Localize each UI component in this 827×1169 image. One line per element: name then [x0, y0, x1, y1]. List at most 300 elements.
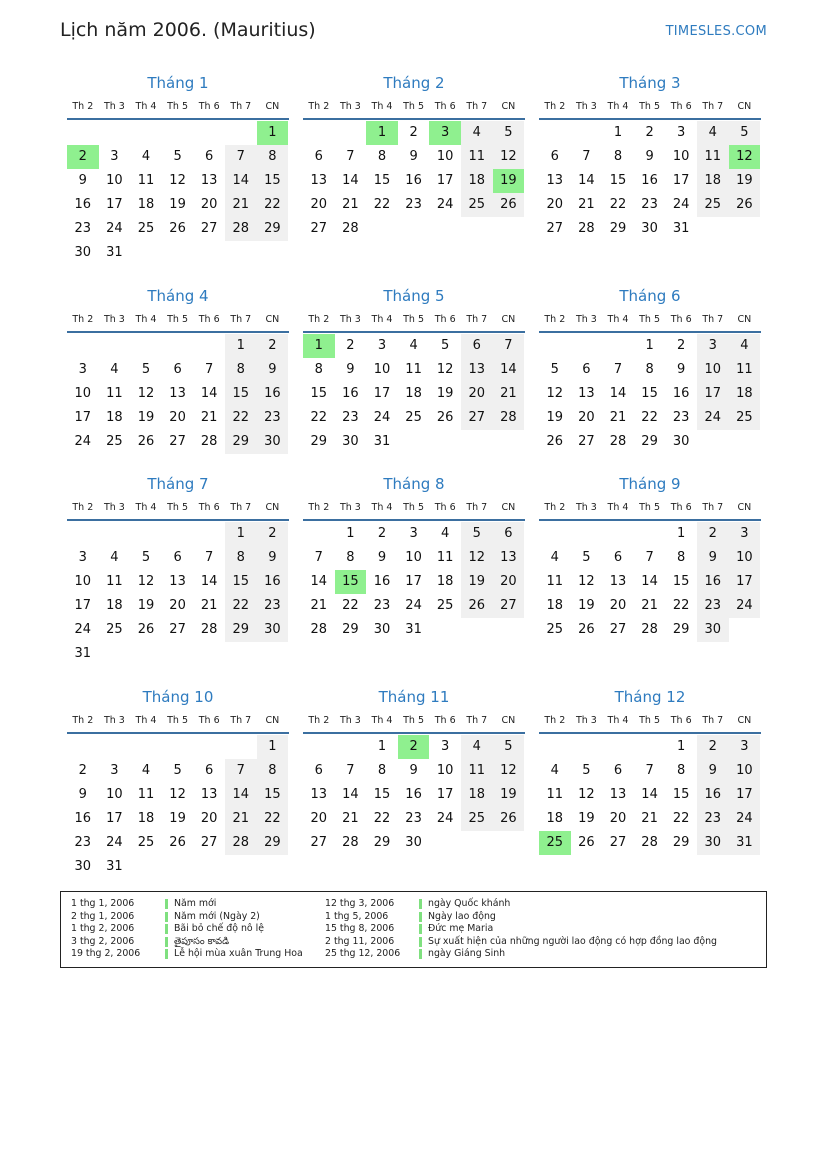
day-cell: 10: [436, 149, 454, 164]
month-block: [539, 286, 761, 454]
legend-holiday-name: Lễ hội mùa xuân Trung Hoa: [174, 948, 303, 959]
legend-date: 12 thg 3, 2006: [325, 898, 395, 909]
weekday-label: Th 7: [466, 502, 488, 513]
day-cell: 11: [729, 358, 761, 382]
weekday-header: [67, 309, 289, 333]
day-cell: 9: [257, 358, 289, 382]
weekday-label: Th 3: [103, 101, 125, 112]
weekday-label: Th 5: [403, 715, 425, 726]
day-cell: 18: [137, 197, 155, 212]
day-cell: 25: [106, 622, 123, 637]
weekday-label: Th 4: [371, 715, 393, 726]
day-cell: 7: [225, 759, 257, 783]
day-cell: 11: [137, 787, 155, 802]
legend-date: 25 thg 12, 2006: [325, 948, 401, 959]
day-cell: 22: [225, 594, 257, 618]
weekday-label: Th 7: [702, 715, 724, 726]
day-cell: 6: [550, 149, 559, 164]
day-cell: 28: [310, 622, 328, 637]
day-cell: 21: [342, 811, 359, 826]
day-cell: 28: [578, 221, 595, 236]
day-cell: 26: [137, 622, 155, 637]
weekday-header: [539, 497, 761, 521]
weekday-header: [303, 497, 525, 521]
empty-cell: [602, 334, 634, 358]
month-block: [303, 474, 525, 642]
day-grid: [539, 334, 761, 454]
weekday-label: Th 6: [434, 715, 456, 726]
day-cell: 15: [672, 574, 690, 589]
weekday-header: [303, 309, 525, 333]
legend-holiday-name: Năm mới (Ngày 2): [174, 910, 260, 922]
day-cell: 6: [314, 149, 323, 164]
day-cell: 30: [373, 622, 391, 637]
legend-date: 1 thg 2, 2006: [71, 923, 135, 934]
day-cell: 17: [436, 787, 454, 802]
weekday-label: Th 2: [72, 314, 94, 325]
day-cell: 3: [729, 522, 761, 546]
legend-row: [325, 948, 717, 961]
empty-cell: [67, 121, 99, 145]
day-cell: 21: [342, 197, 359, 212]
day-cell: 18: [461, 783, 493, 807]
day-cell: 16: [257, 382, 289, 406]
weekday-label: Th 6: [198, 715, 220, 726]
weekday-label: Th 3: [339, 314, 361, 325]
day-cell: 22: [373, 811, 391, 826]
day-cell: 15: [257, 783, 289, 807]
day-cell: 30: [641, 221, 658, 236]
day-cell: 17: [672, 173, 690, 188]
day-cell: 19: [137, 410, 155, 425]
day-cell: 21: [200, 410, 218, 425]
day-cell: 4: [110, 362, 119, 377]
day-cell: 12: [493, 145, 525, 169]
day-cell: 24: [74, 622, 92, 637]
day-cell: 19: [436, 386, 454, 401]
month-block: [539, 73, 761, 241]
weekday-label: Th 7: [230, 502, 252, 513]
day-cell: 15: [310, 386, 328, 401]
holiday-marker: [419, 899, 422, 909]
empty-cell: [130, 334, 162, 358]
day-cell: 27: [578, 434, 595, 449]
day-cell: 20: [169, 598, 186, 613]
day-cell: 3: [78, 550, 87, 565]
day-cell: 27: [609, 835, 627, 850]
day-cell: 5: [173, 149, 182, 164]
day-cell: 17: [106, 811, 123, 826]
month-title: Tháng 2: [383, 74, 445, 92]
legend-holiday-name: Sự xuất hiện của những người lao động có hợp đồng lao động: [428, 935, 717, 947]
day-cell: 8: [346, 550, 355, 565]
legend-date: 2 thg 1, 2006: [71, 910, 135, 922]
holiday-day-cell: 3: [429, 121, 461, 145]
day-cell: 15: [373, 787, 391, 802]
day-cell: 23: [697, 594, 729, 618]
legend-row: [71, 911, 303, 924]
weekday-label: Th 5: [167, 314, 189, 325]
weekday-header: [539, 309, 761, 333]
empty-cell: [67, 522, 99, 546]
day-cell: 5: [493, 735, 525, 759]
day-cell: 8: [377, 763, 387, 778]
day-cell: 27: [310, 835, 328, 850]
month-block: [303, 286, 525, 454]
weekday-label: CN: [265, 314, 280, 325]
day-cell: 21: [641, 598, 658, 613]
day-cell: 25: [461, 193, 493, 217]
legend-row: [71, 948, 303, 961]
weekday-label: Th 2: [308, 101, 330, 112]
day-cell: 27: [310, 221, 328, 236]
day-cell: 8: [257, 145, 289, 169]
holiday-day-cell: 19: [493, 169, 525, 193]
weekday-label: Th 6: [670, 502, 692, 513]
day-cell: 11: [546, 787, 564, 802]
legend-row: [325, 911, 717, 924]
day-cell: 8: [314, 362, 323, 377]
legend-holiday-name: Năm mới: [174, 898, 217, 909]
day-cell: 3: [441, 739, 450, 754]
day-cell: 18: [106, 410, 123, 425]
brand-link[interactable]: TIMESLES.COM: [665, 24, 767, 39]
weekday-label: Th 4: [135, 314, 157, 325]
day-cell: 20: [493, 570, 525, 594]
day-cell: 11: [697, 145, 729, 169]
day-cell: 31: [373, 434, 391, 449]
weekday-label: CN: [737, 101, 752, 112]
weekday-label: Th 4: [371, 101, 393, 112]
weekday-label: CN: [737, 715, 752, 726]
day-cell: 11: [106, 574, 123, 589]
day-cell: 17: [436, 173, 454, 188]
day-cell: 9: [377, 550, 387, 565]
day-cell: 5: [493, 121, 525, 145]
day-cell: 28: [342, 221, 359, 236]
empty-cell: [571, 735, 603, 759]
day-cell: 10: [74, 386, 92, 401]
day-cell: 10: [729, 759, 761, 783]
empty-cell: [571, 522, 603, 546]
day-cell: 2: [257, 334, 289, 358]
day-cell: 14: [641, 574, 658, 589]
day-cell: 22: [641, 410, 658, 425]
day-cell: 24: [697, 406, 729, 430]
day-cell: 26: [493, 193, 525, 217]
day-cell: 3: [110, 149, 119, 164]
legend-row: [325, 936, 717, 949]
weekday-label: Th 6: [198, 101, 220, 112]
holiday-day-cell: 2: [67, 145, 99, 169]
day-cell: 13: [200, 787, 218, 802]
day-cell: 5: [441, 338, 450, 353]
day-cell: 22: [672, 598, 690, 613]
day-cell: 6: [613, 550, 623, 565]
month-block: [303, 687, 525, 855]
day-cell: 27: [169, 434, 186, 449]
day-cell: 27: [200, 835, 218, 850]
day-cell: 26: [169, 835, 186, 850]
day-cell: 9: [257, 546, 289, 570]
day-cell: 31: [672, 221, 690, 236]
legend-date: 2 thg 11, 2006: [325, 935, 395, 947]
day-cell: 11: [405, 362, 422, 377]
empty-cell: [162, 735, 194, 759]
month-title: Tháng 11: [378, 688, 450, 706]
weekday-label: Th 2: [308, 502, 330, 513]
weekday-label: Th 2: [72, 715, 94, 726]
day-cell: 15: [373, 173, 391, 188]
page-title: Lịch năm 2006. (Mauritius): [60, 19, 316, 41]
day-cell: 24: [405, 598, 422, 613]
weekday-label: Th 7: [702, 314, 724, 325]
day-cell: 3: [697, 334, 729, 358]
day-cell: 2: [645, 125, 654, 140]
day-cell: 5: [141, 550, 151, 565]
day-cell: 10: [436, 763, 454, 778]
weekday-label: Th 6: [670, 101, 692, 112]
holiday-day-cell: 1: [257, 121, 289, 145]
day-grid: [67, 735, 289, 879]
day-grid: [67, 121, 289, 265]
day-cell: 20: [200, 811, 218, 826]
day-cell: 28: [200, 622, 218, 637]
day-cell: 25: [436, 598, 454, 613]
empty-cell: [634, 522, 666, 546]
day-cell: 7: [205, 362, 214, 377]
day-cell: 4: [550, 550, 559, 565]
empty-cell: [539, 121, 571, 145]
day-cell: 6: [205, 149, 214, 164]
day-cell: 12: [493, 759, 525, 783]
day-cell: 29: [342, 622, 359, 637]
day-cell: 4: [550, 763, 559, 778]
month-title: Tháng 10: [142, 688, 214, 706]
weekday-label: Th 4: [371, 314, 393, 325]
legend-date: 1 thg 1, 2006: [71, 898, 135, 909]
day-cell: 9: [78, 173, 87, 188]
weekday-label: Th 7: [230, 314, 252, 325]
day-cell: 8: [613, 149, 623, 164]
day-cell: 23: [641, 197, 658, 212]
day-cell: 4: [441, 526, 450, 541]
day-cell: 21: [310, 598, 328, 613]
holiday-marker: [419, 912, 422, 922]
day-cell: 30: [257, 618, 289, 642]
day-cell: 6: [613, 763, 623, 778]
empty-cell: [130, 121, 162, 145]
weekday-label: Th 5: [167, 502, 189, 513]
day-cell: 30: [672, 434, 690, 449]
weekday-label: Th 6: [198, 502, 220, 513]
holiday-day-cell: 2: [398, 735, 430, 759]
weekday-label: CN: [501, 502, 516, 513]
day-cell: 2: [78, 763, 87, 778]
day-cell: 19: [546, 410, 564, 425]
weekday-label: CN: [501, 101, 516, 112]
day-cell: 19: [137, 598, 155, 613]
day-cell: 14: [493, 358, 525, 382]
day-cell: 5: [550, 362, 559, 377]
day-cell: 22: [342, 598, 359, 613]
day-cell: 4: [729, 334, 761, 358]
day-cell: 28: [200, 434, 218, 449]
day-cell: 15: [257, 169, 289, 193]
empty-cell: [193, 121, 225, 145]
holiday-marker: [165, 924, 168, 934]
empty-cell: [602, 522, 634, 546]
day-cell: 28: [225, 831, 257, 855]
day-cell: 10: [729, 546, 761, 570]
day-cell: 13: [169, 386, 186, 401]
empty-cell: [99, 334, 131, 358]
day-cell: 19: [169, 197, 186, 212]
day-cell: 18: [546, 598, 564, 613]
day-cell: 19: [461, 570, 493, 594]
day-grid: [539, 522, 761, 642]
weekday-label: Th 2: [544, 715, 566, 726]
day-cell: 30: [74, 245, 92, 260]
day-cell: 13: [169, 574, 186, 589]
holiday-legend: [60, 891, 767, 968]
empty-cell: [335, 121, 367, 145]
day-cell: 23: [74, 221, 92, 236]
legend-holiday-name: తైపూసం కావడి: [174, 935, 230, 947]
legend-holiday-name: Đức mẹ Maria: [428, 923, 494, 934]
day-cell: 25: [106, 434, 123, 449]
weekday-label: Th 5: [403, 314, 425, 325]
day-cell: 22: [257, 193, 289, 217]
day-cell: 7: [582, 149, 591, 164]
day-cell: 15: [225, 382, 257, 406]
day-grid: [303, 522, 525, 642]
day-cell: 31: [405, 622, 422, 637]
day-cell: 24: [436, 811, 454, 826]
day-cell: 2: [409, 125, 418, 140]
day-cell: 7: [645, 550, 654, 565]
day-cell: 11: [137, 173, 155, 188]
month-title: Tháng 8: [383, 475, 445, 493]
day-cell: 24: [436, 197, 454, 212]
weekday-label: Th 7: [230, 715, 252, 726]
day-cell: 29: [609, 221, 627, 236]
day-cell: 24: [729, 594, 761, 618]
day-cell: 13: [578, 386, 595, 401]
day-cell: 29: [373, 835, 391, 850]
day-cell: 8: [225, 358, 257, 382]
day-cell: 16: [342, 386, 359, 401]
day-cell: 10: [74, 574, 92, 589]
weekday-label: CN: [265, 502, 280, 513]
day-cell: 1: [346, 526, 355, 541]
day-cell: 28: [225, 217, 257, 241]
day-cell: 10: [373, 362, 391, 377]
day-cell: 7: [645, 763, 654, 778]
empty-cell: [539, 334, 571, 358]
weekday-label: Th 2: [72, 101, 94, 112]
holiday-marker: [165, 912, 168, 922]
day-cell: 19: [578, 598, 595, 613]
weekday-label: Th 2: [72, 502, 94, 513]
empty-cell: [539, 522, 571, 546]
weekday-label: CN: [265, 101, 280, 112]
day-cell: 2: [257, 522, 289, 546]
weekday-label: Th 5: [167, 715, 189, 726]
day-cell: 4: [697, 121, 729, 145]
day-cell: 10: [697, 358, 729, 382]
holiday-day-cell: 25: [539, 831, 571, 855]
day-cell: 11: [436, 550, 454, 565]
day-cell: 26: [578, 622, 595, 637]
day-cell: 30: [405, 835, 422, 850]
day-cell: 29: [672, 835, 690, 850]
day-cell: 14: [609, 386, 627, 401]
day-cell: 6: [173, 550, 182, 565]
day-cell: 25: [697, 193, 729, 217]
weekday-label: Th 3: [339, 715, 361, 726]
day-cell: 7: [314, 550, 323, 565]
empty-cell: [539, 735, 571, 759]
weekday-label: Th 2: [544, 502, 566, 513]
day-cell: 18: [405, 386, 422, 401]
weekday-label: Th 3: [575, 101, 597, 112]
day-cell: 18: [137, 811, 155, 826]
weekday-header: [539, 96, 761, 120]
weekday-label: Th 3: [339, 101, 361, 112]
empty-cell: [571, 121, 603, 145]
day-cell: 30: [697, 831, 729, 855]
day-cell: 17: [697, 382, 729, 406]
holiday-marker: [419, 924, 422, 934]
day-cell: 13: [200, 173, 218, 188]
day-cell: 16: [641, 173, 658, 188]
day-cell: 16: [257, 570, 289, 594]
day-cell: 29: [257, 831, 289, 855]
day-cell: 18: [436, 574, 454, 589]
weekday-label: CN: [501, 715, 516, 726]
legend-row: [71, 923, 303, 936]
day-cell: 5: [582, 550, 591, 565]
day-cell: 25: [137, 221, 155, 236]
day-cell: 15: [225, 570, 257, 594]
legend-row: [325, 898, 717, 911]
day-cell: 20: [609, 811, 627, 826]
day-cell: 26: [436, 410, 454, 425]
day-cell: 16: [405, 787, 422, 802]
weekday-label: Th 7: [702, 502, 724, 513]
day-cell: 17: [373, 386, 391, 401]
legend-date: 15 thg 8, 2006: [325, 923, 395, 934]
day-cell: 7: [346, 763, 355, 778]
weekday-label: Th 4: [135, 715, 157, 726]
day-cell: 3: [409, 526, 418, 541]
empty-cell: [130, 735, 162, 759]
day-grid: [539, 735, 761, 855]
day-cell: 23: [405, 197, 422, 212]
day-cell: 20: [310, 197, 328, 212]
day-cell: 4: [141, 149, 151, 164]
empty-cell: [130, 522, 162, 546]
weekday-label: Th 5: [639, 502, 661, 513]
weekday-label: Th 6: [434, 502, 456, 513]
day-cell: 26: [169, 221, 186, 236]
legend-holiday-name: Ngày lao động: [428, 910, 496, 922]
day-grid: [303, 735, 525, 855]
day-cell: 12: [578, 787, 595, 802]
day-cell: 14: [200, 386, 218, 401]
day-cell: 18: [697, 169, 729, 193]
